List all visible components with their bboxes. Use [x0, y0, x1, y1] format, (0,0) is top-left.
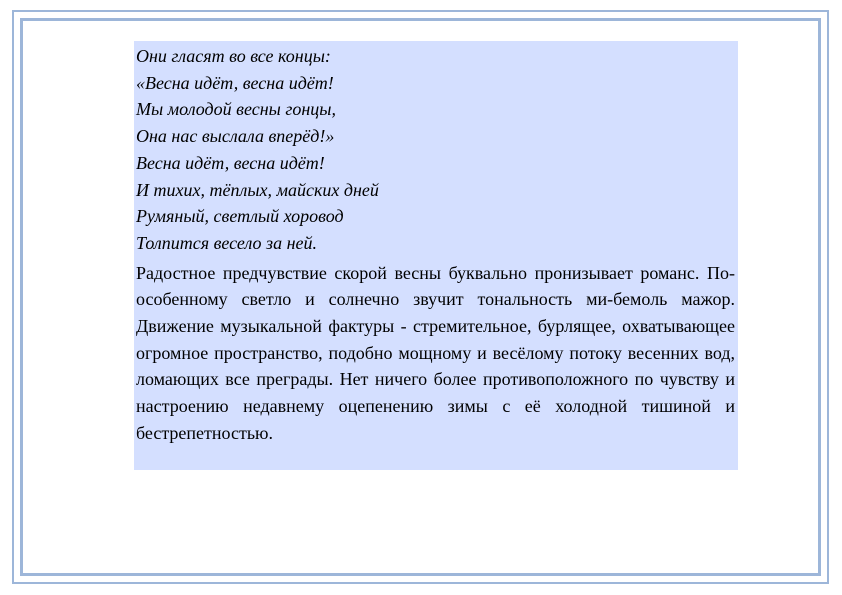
poem-line: Мы молодой весны гонцы,	[136, 99, 336, 120]
poem-line: Она нас выслала вперёд!»	[136, 126, 335, 147]
poem-line: «Весна идёт, весна идёт!	[136, 72, 334, 93]
poem-line: Румяный, светлый хоровод	[136, 206, 344, 227]
poem-line: Толпится весело за ней.	[136, 232, 317, 253]
poem-line: Весна идёт, весна идёт!	[136, 152, 325, 173]
highlighted-text-block	[134, 41, 738, 470]
poem-line: Они гласят во все концы:	[136, 46, 331, 66]
commentary-paragraph: Радостное предчувствие скорой весны буквально пронизывает романс. По-особенному светло и солнечно звучит тональность ми-бемоль мажор. Движение музыкальной фактуры - стремительное, бурлящее, охватывающее огромное пространство, подобно мощному и весёлому потоку весенних вод, ломающих все преграды. Нет ничего более противоположного по чувству и настроению недавнему оцепенению зимы с её холодной тишиной и бестрепетностью.	[136, 262, 735, 443]
poem-stanza	[136, 43, 736, 257]
poem-line: И тихих, тёплых, майских дней	[136, 179, 379, 200]
